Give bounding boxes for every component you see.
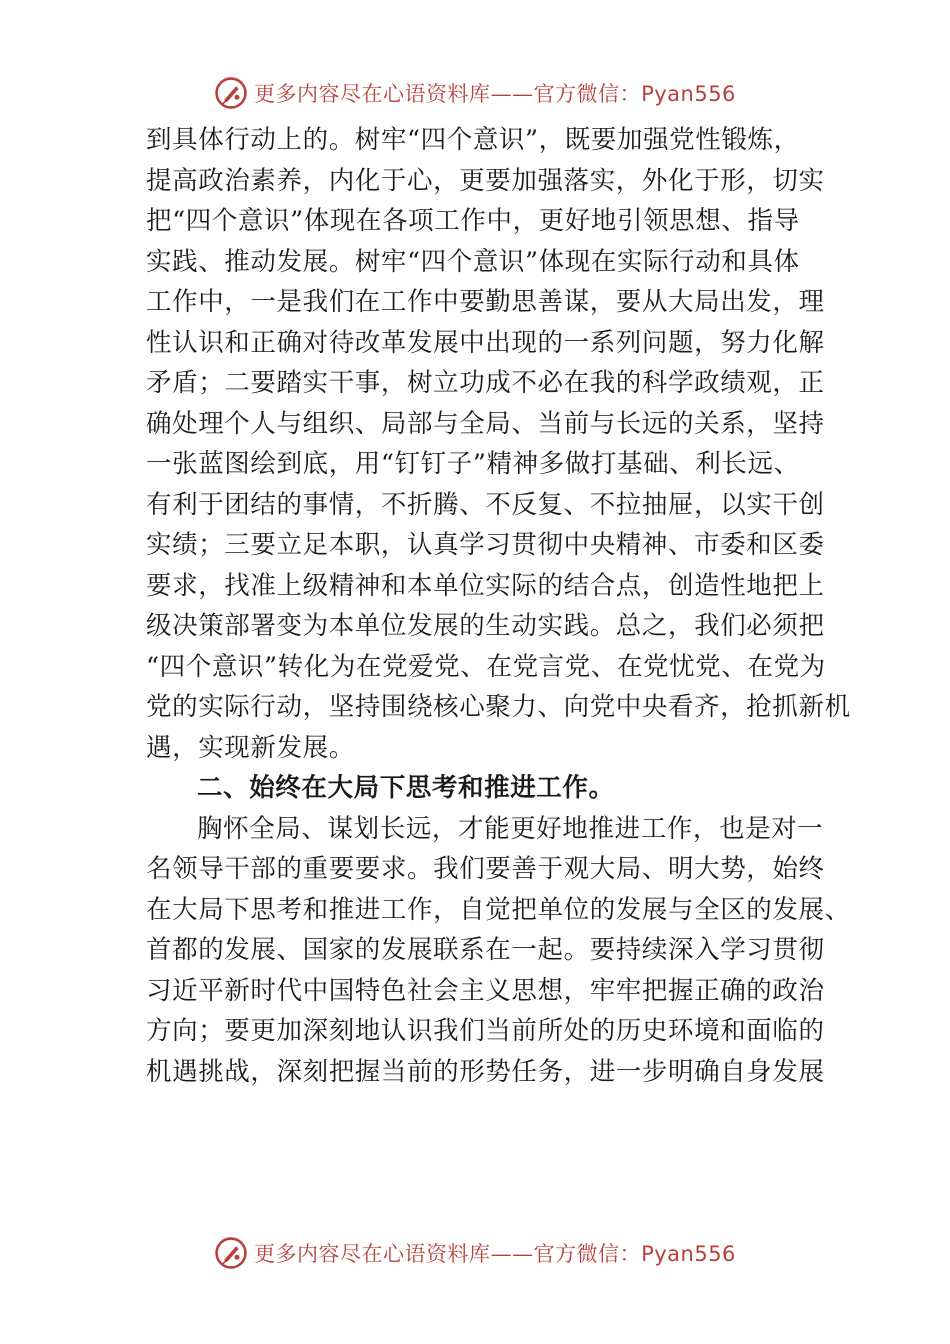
text-line: 胸怀全局、谋划长远，才能更好地推进工作，也是对一 bbox=[197, 813, 824, 844]
footer-banner-text bbox=[254, 1238, 736, 1268]
text-line: 遇，实现新发展。 bbox=[146, 732, 355, 763]
text-line: 机遇挑战，深刻把握当前的形势任务，进一步明确自身发展 bbox=[146, 1056, 825, 1087]
document-body bbox=[146, 120, 851, 1092]
text-line: 在大局下思考和推进工作，自觉把单位的发展与全区的发展、 bbox=[146, 894, 851, 925]
pen-circle-logo-icon bbox=[214, 1236, 248, 1270]
footer-brand-text: 更多内容尽在心语资料库 bbox=[254, 1242, 491, 1266]
header-wechat-id: Pyan556 bbox=[641, 82, 736, 106]
text-line: “四个意识”转化为在党爱党、在党言党、在党忧党、在党为 bbox=[146, 651, 826, 682]
text-line: 实践、推动发展。树牢“四个意识”体现在实际行动和具体 bbox=[146, 246, 800, 277]
text-line: 一张蓝图绘到底，用“钉钉子”精神多做打基础、利长远、 bbox=[146, 449, 800, 479]
pen-circle-logo-icon bbox=[214, 76, 248, 110]
header-banner bbox=[0, 68, 950, 118]
text-line: 性认识和正确对待改革发展中出现的一系列问题，努力化解 bbox=[146, 327, 825, 358]
text-line: 实绩；三要立足本职，认真学习贯彻中央精神、市委和区委 bbox=[146, 530, 825, 560]
text-line: 矛盾；二要踏实干事，树立功成不必在我的科学政绩观，正 bbox=[146, 368, 825, 398]
text-line: 确处理个人与组织、局部与全局、当前与长远的关系，坚持 bbox=[146, 408, 825, 439]
header-separator: —— bbox=[490, 82, 534, 106]
text-line: 有利于团结的事情，不折腾、不反复、不拉抽屉，以实干创 bbox=[146, 489, 825, 520]
text-line: 要求，找准上级精神和本单位实际的结合点，创造性地把上 bbox=[146, 570, 825, 601]
text-line: 习近平新时代中国特色社会主义思想，牢牢把握正确的政治 bbox=[146, 975, 825, 1006]
text-line: 名领导干部的重要要求。我们要善于观大局、明大势，始终 bbox=[146, 854, 825, 884]
text-line: 把“四个意识”体现在各项工作中，更好地引领思想、指导 bbox=[146, 206, 800, 236]
text-line: 方向；要更加深刻地认识我们当前所处的历史环境和面临的 bbox=[146, 1016, 825, 1046]
header-wechat-label: 官方微信： bbox=[533, 82, 642, 106]
section-heading-2: 二、始终在大局下思考和推进工作。 bbox=[197, 773, 615, 803]
text-line: 到具体行动上的。树牢“四个意识”，既要加强党性锻炼， bbox=[146, 125, 800, 155]
footer-separator: —— bbox=[490, 1242, 534, 1266]
footer-banner bbox=[0, 1228, 950, 1278]
text-line: 级决策部署变为本单位发展的生动实践。总之，我们必须把 bbox=[146, 611, 825, 641]
footer-wechat-id: Pyan556 bbox=[641, 1242, 736, 1266]
footer-wechat-label: 官方微信： bbox=[533, 1242, 642, 1266]
text-line: 提高政治素养，内化于心，更要加强落实，外化于形，切实 bbox=[146, 165, 825, 196]
header-brand-text: 更多内容尽在心语资料库 bbox=[254, 82, 491, 106]
text-line: 党的实际行动，坚持围绕核心聚力、向党中央看齐，抢抓新机 bbox=[146, 692, 851, 722]
paragraph-1 bbox=[146, 120, 851, 768]
text-line: 工作中，一是我们在工作中要勤思善谋，要从大局出发，理 bbox=[146, 287, 825, 317]
text-line: 首都的发展、国家的发展联系在一起。要持续深入学习贯彻 bbox=[146, 935, 825, 965]
paragraph-2 bbox=[146, 809, 851, 1093]
header-banner-text bbox=[254, 78, 736, 108]
